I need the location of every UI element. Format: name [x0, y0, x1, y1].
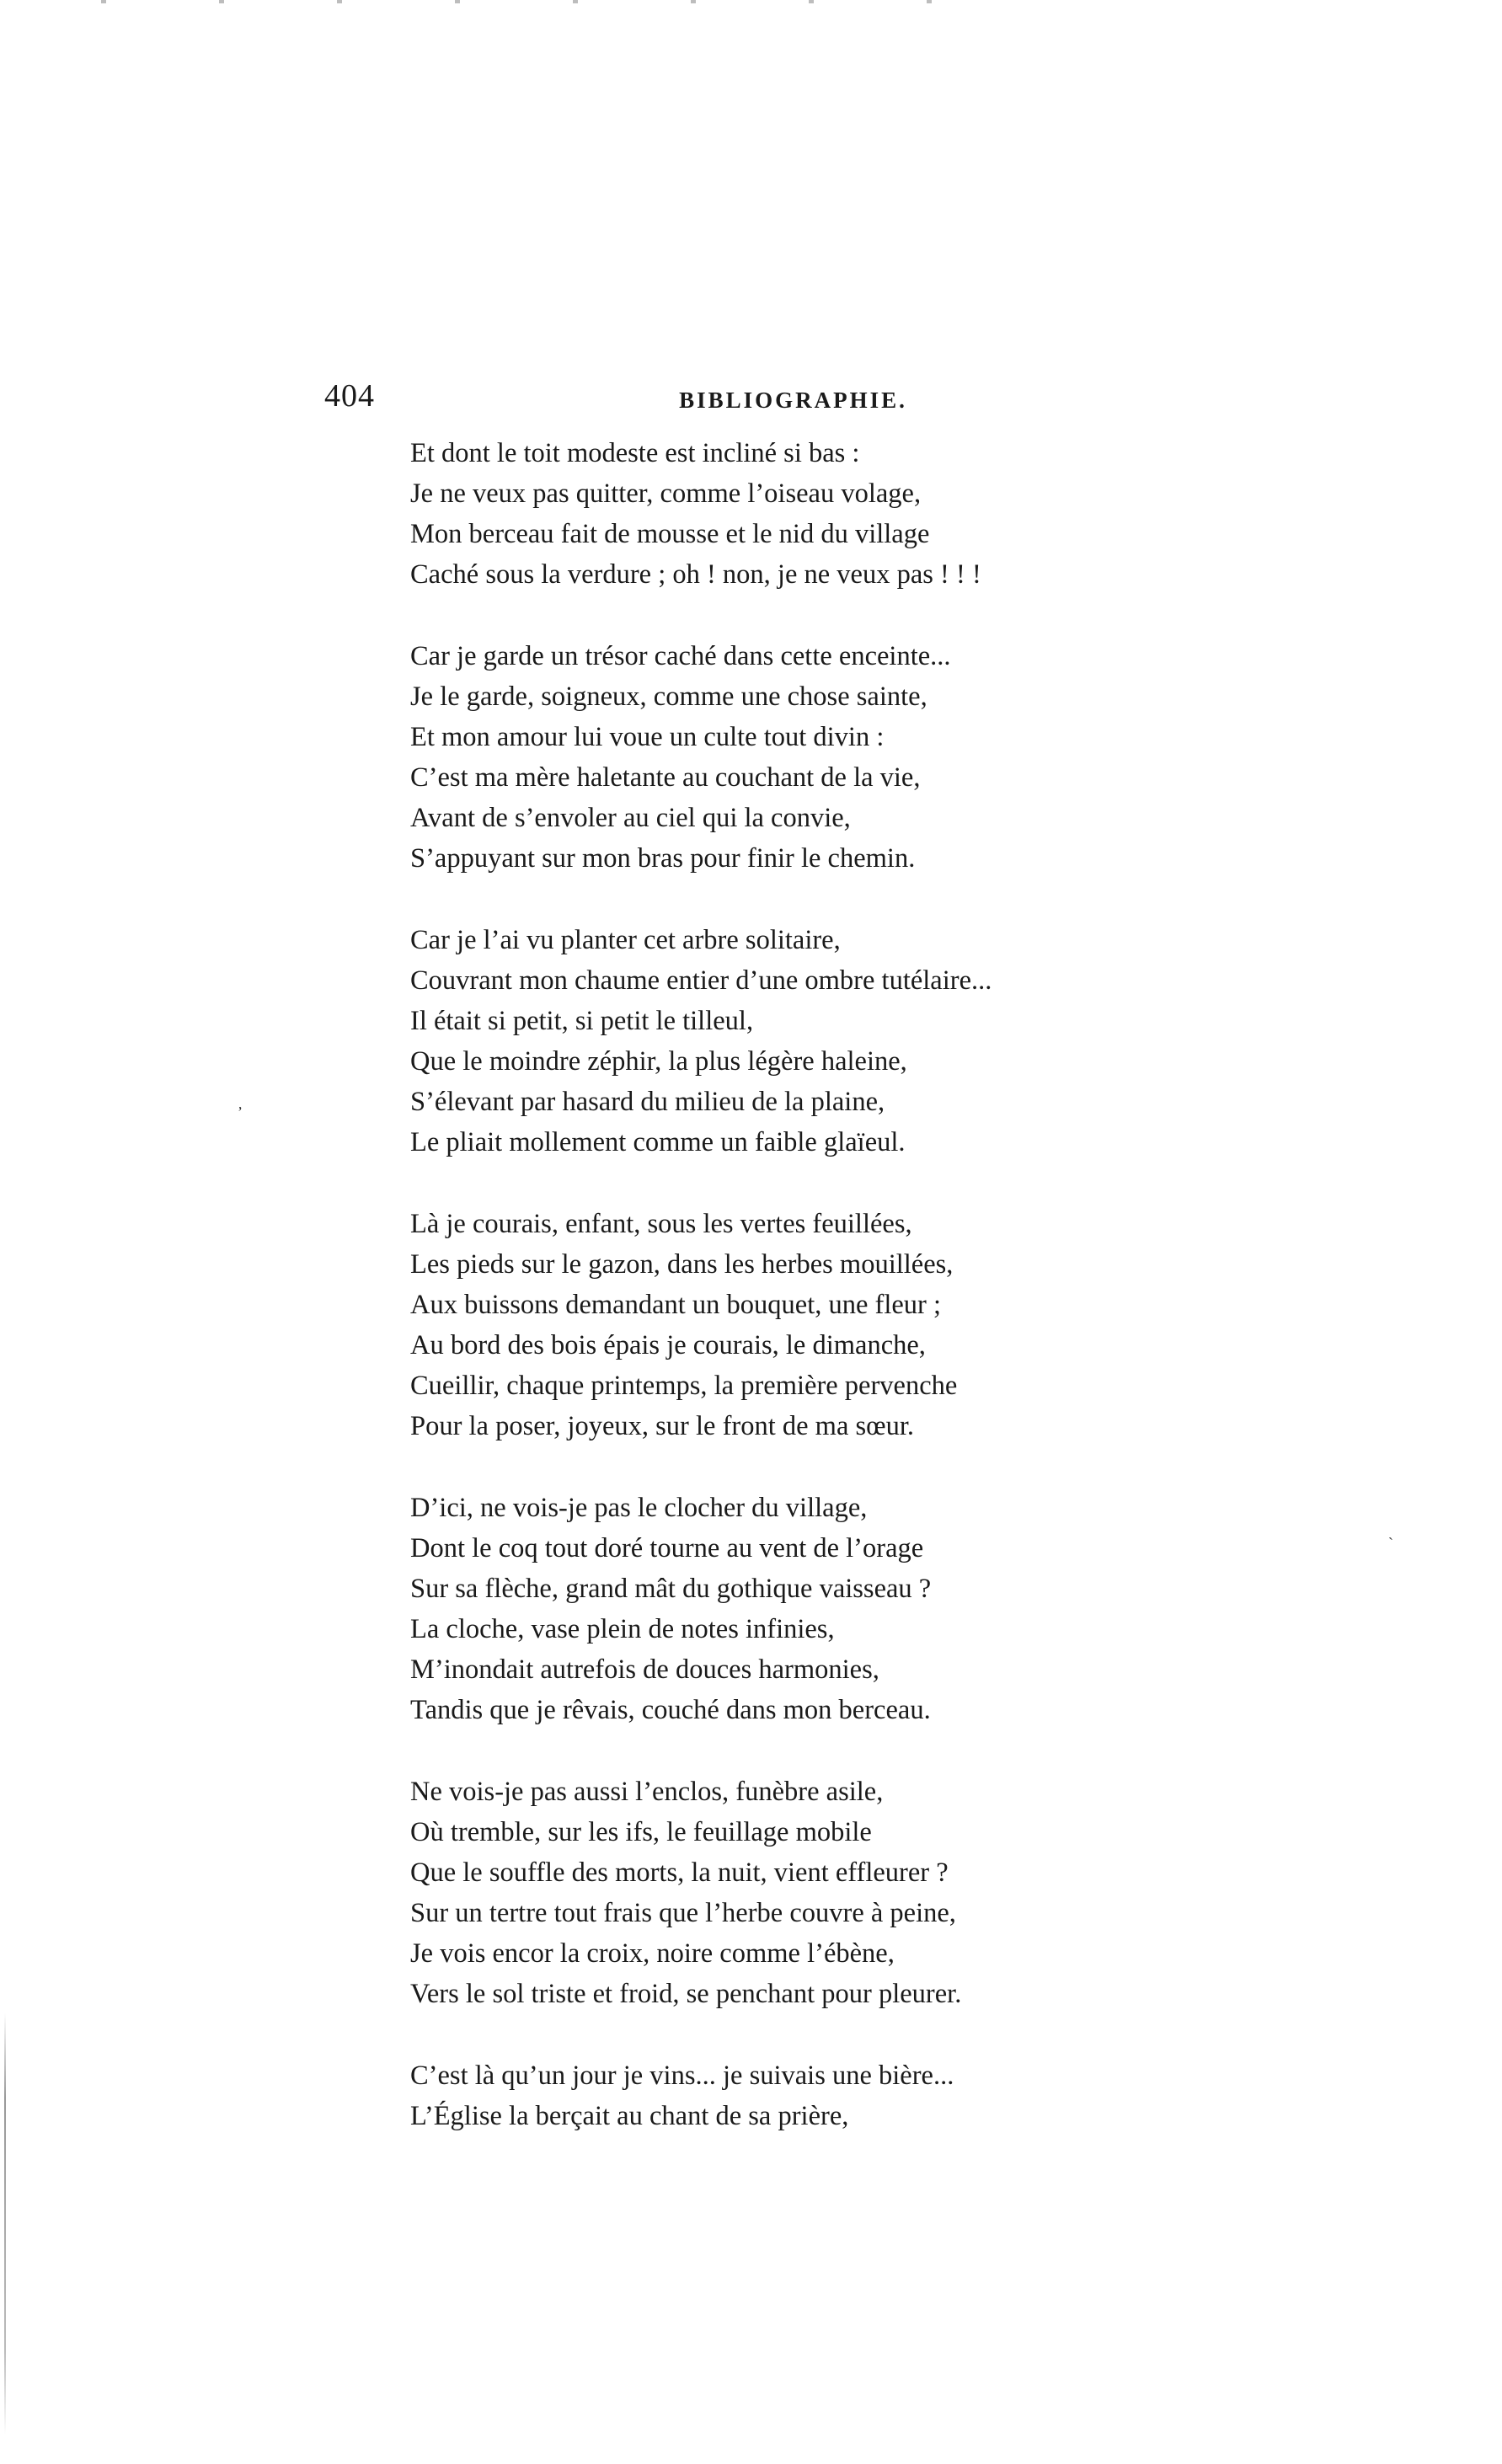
running-title: BIBLIOGRAPHIE. [679, 388, 907, 413]
verse-line: Il était si petit, si petit le tilleul, [410, 1006, 754, 1036]
verse-line: La cloche, vase plein de notes infinies, [410, 1614, 835, 1644]
verse-line: C’est là qu’un jour je vins... je suivais une bière... [410, 2060, 954, 2091]
verse-line: Et mon amour lui voue un culte tout divin : [410, 722, 885, 752]
stanza-3 [410, 920, 1337, 1163]
verse-line: Sur sa flèche, grand mât du gothique vaisseau ? [410, 1574, 932, 1604]
stray-ink-mark: ʼ [238, 1104, 243, 1120]
verse-line: Et dont le toit modeste est incliné si bas : [410, 438, 860, 468]
verse-line: Où tremble, sur les ifs, le feuillage mobile [410, 1817, 872, 1847]
verse-line: Le pliait mollement comme un faible glaïeul. [410, 1127, 906, 1157]
verse-line: Pour la poser, joyeux, sur le front de ma sœur. [410, 1411, 915, 1441]
verse-line: Sur un tertre tout frais que l’herbe couvre à peine, [410, 1898, 956, 1928]
verse-line: Que le moindre zéphir, la plus légère haleine, [410, 1046, 907, 1077]
verse-line: D’ici, ne vois-je pas le clocher du village, [410, 1493, 868, 1523]
verse-line: Car je garde un trésor caché dans cette enceinte... [410, 641, 951, 671]
scan-edge-left [4, 2013, 6, 2435]
stanza-7 [410, 2055, 1337, 2136]
verse-line: Mon berceau fait de mousse et le nid du village [410, 519, 930, 549]
verse-line: Vers le sol triste et froid, se penchant pour pleurer. [410, 1979, 962, 2009]
verse-line: L’Église la berçait au chant de sa prière, [410, 2101, 849, 2131]
page-number: 404 [324, 378, 375, 414]
verse-line: Ne vois-je pas aussi l’enclos, funèbre asile, [410, 1777, 884, 1807]
verse-line: S’élevant par hasard du milieu de la plaine, [410, 1087, 885, 1117]
verse-line: Couvrant mon chaume entier d’une ombre tutélaire... [410, 965, 992, 996]
verse-line: Tandis que je rêvais, couché dans mon berceau. [410, 1695, 931, 1725]
stanza-5 [410, 1488, 1337, 1730]
verse-line: Les pieds sur le gazon, dans les herbes mouillées, [410, 1249, 954, 1280]
verse-line: Là je courais, enfant, sous les vertes feuillées, [410, 1209, 912, 1239]
stanza-1 [410, 433, 1337, 595]
scan-noise-top [51, 0, 977, 3]
verse-line: Avant de s’envoler au ciel qui la convie, [410, 803, 851, 833]
verse-line: Car je l’ai vu planter cet arbre solitaire, [410, 925, 841, 955]
stanza-6 [410, 1772, 1337, 2014]
verse-line: Aux buissons demandant un bouquet, une fleur ; [410, 1290, 942, 1320]
verse-line: Je vois encor la croix, noire comme l’ébène, [410, 1938, 895, 1969]
verse-line: M’inondait autrefois de douces harmonies, [410, 1654, 879, 1685]
verse-line: Dont le coq tout doré tourne au vent de l’orage [410, 1533, 924, 1563]
stray-ink-mark: ˋ [1388, 1535, 1393, 1552]
stanza-4 [410, 1204, 1337, 1446]
verse-line: Au bord des bois épais je courais, le dimanche, [410, 1330, 926, 1360]
verse-line: S’appuyant sur mon bras pour finir le chemin. [410, 843, 916, 874]
stanza-2 [410, 636, 1337, 879]
verse-line: Je ne veux pas quitter, comme l’oiseau volage, [410, 478, 922, 509]
verse-line: Cueillir, chaque printemps, la première pervenche [410, 1371, 958, 1401]
verse-line: Je le garde, soigneux, comme une chose sainte, [410, 681, 927, 712]
verse-line: Caché sous la verdure ; oh ! non, je ne veux pas ! ! ! [410, 559, 981, 590]
verse-line: Que le souffle des morts, la nuit, vient effleurer ? [410, 1857, 949, 1888]
verse-line: C’est ma mère haletante au couchant de la vie, [410, 762, 921, 793]
poem-body [410, 433, 1337, 2178]
